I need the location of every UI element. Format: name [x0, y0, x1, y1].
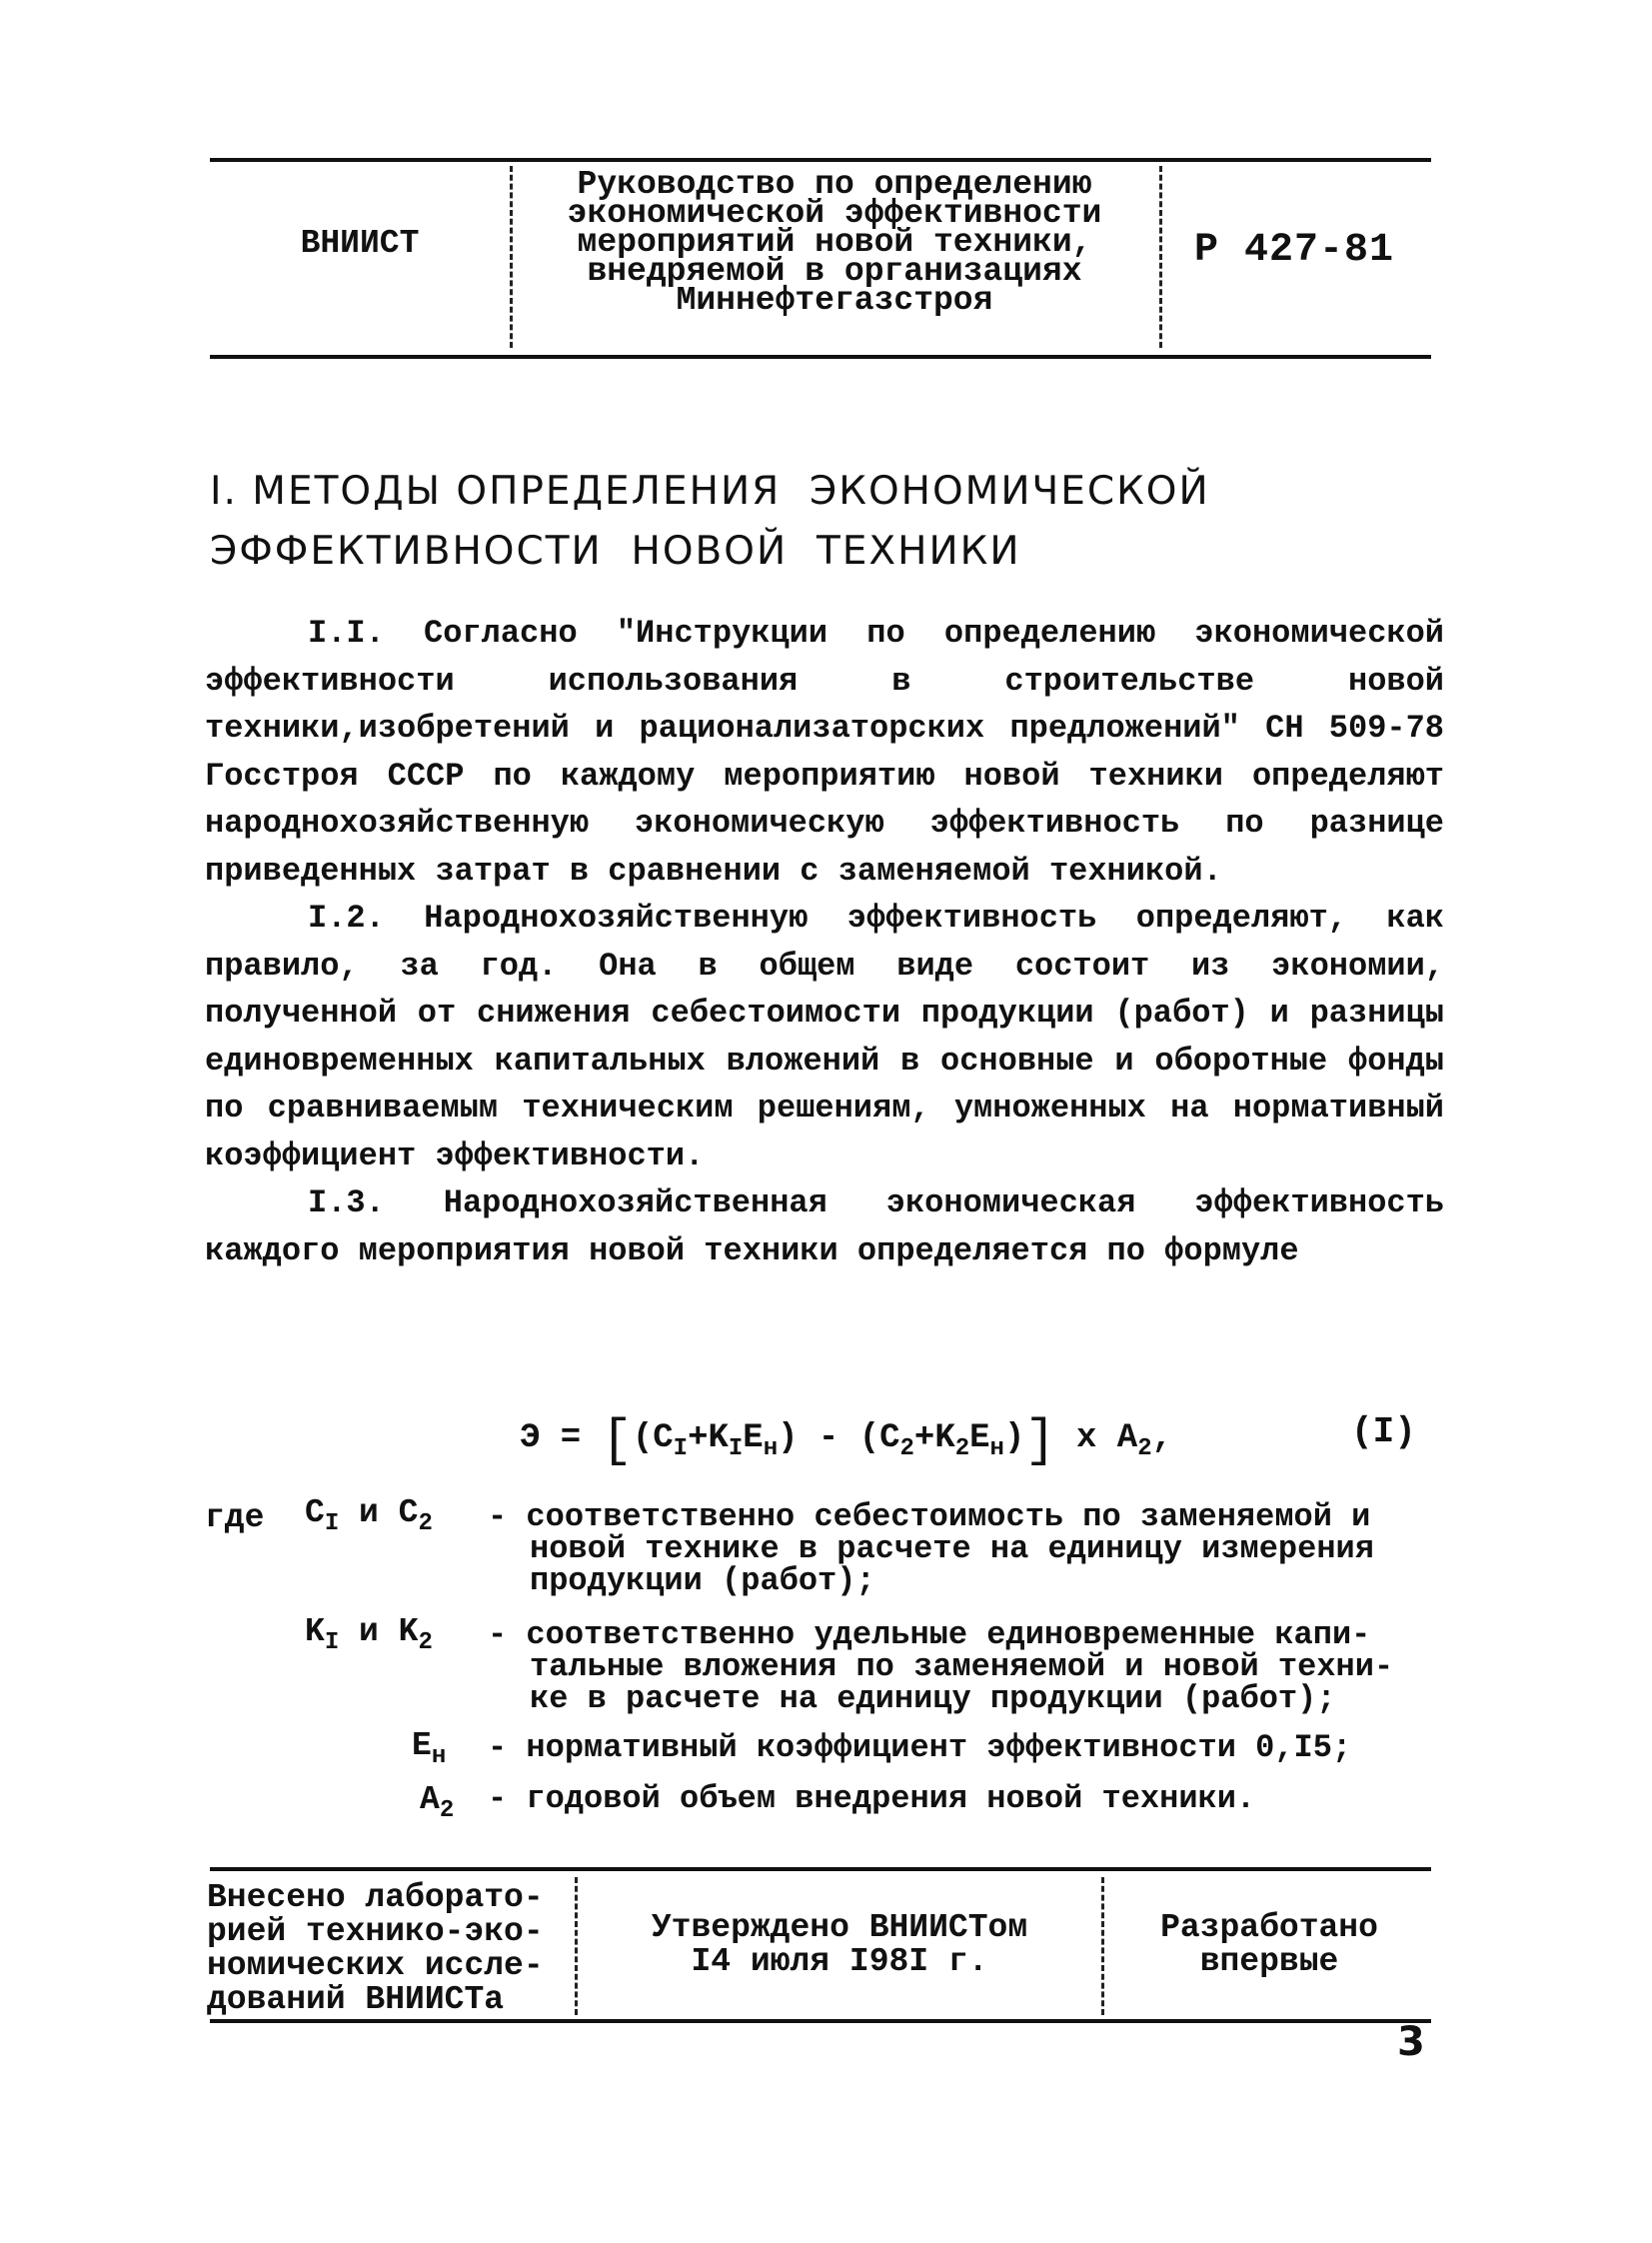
footer-top-rule [210, 1867, 1431, 1871]
footer-divider-1 [575, 1877, 578, 2015]
legend-symbol-a2: $A_2$ [420, 1781, 455, 1824]
legend-line: - нормативный коэффициент эффективности 0,I5; [488, 1729, 1352, 1766]
header-divider-2 [1159, 166, 1162, 348]
formula: $Э = [(C_I+K_IE_н) - (C_2+K_2E_н)]$ x $A_2$, [520, 1411, 1173, 1470]
legend-item-k [488, 1616, 1437, 1717]
footer-submitted-by [207, 1881, 567, 2017]
header-divider-1 [510, 166, 513, 348]
paragraph-1-3: I.3. Народнохозяйственная экономическая эффективность каждого мероприятия новой техники определяется по формуле [205, 1184, 1444, 1269]
legend-line: - соответственно себестоимость по заменяемой и [488, 1498, 1371, 1535]
body-text [205, 610, 1444, 1274]
section-heading-line-1: I. МЕТОДЫ ОПРЕДЕЛЕНИЯ ЭКОНОМИЧЕСКОЙ [210, 469, 1210, 514]
header-document-title [540, 166, 1129, 319]
footer-divider-2 [1101, 1877, 1104, 2015]
footer-line: Разработано [1160, 1909, 1378, 1946]
legend-line: продукции (работ); [530, 1562, 875, 1599]
footer-line: впервые [1199, 1943, 1339, 1980]
footer-line: I4 июля I98I г. [691, 1943, 988, 1980]
header-title-line: мероприятий новой техники, [577, 224, 1092, 261]
paragraph-1-2: I.2. Народнохозяйственную эффективность определяют, как правило, за год. Она в общем виде состоит из экономии, полученной от снижения себестоимости продукции (работ) и разницы единовременных капитальных вложений в основные и оборотные фонды по сравниваемым техническим решениям, умноженных на нормативный коэффициент эффективности. [205, 900, 1444, 1174]
legend-line: новой технике в расчете на единицу измерения [530, 1530, 1374, 1567]
formula-number: (I) [1351, 1411, 1416, 1452]
legend-item-c [488, 1498, 1437, 1599]
legend-symbol-k: $K_I$ и $K_2$ [305, 1613, 433, 1656]
legend-where: где [205, 1499, 265, 1536]
header-title-line: экономической эффективности [567, 195, 1102, 232]
legend-line: - соответственно удельные единовременные капи- [488, 1616, 1371, 1653]
header-title-line: Руководство по определению [577, 166, 1092, 203]
section-heading [210, 462, 1210, 582]
legend-item-a2 [488, 1780, 1437, 1817]
header-organization: ВНИИСТ [300, 225, 420, 262]
footer-line: дований ВНИИСТа [207, 1981, 505, 2018]
header-bottom-rule [210, 355, 1431, 359]
header-top-rule [210, 158, 1431, 162]
footer-line: Внесено лаборато- [207, 1879, 544, 1916]
page-number: 3 [1397, 2019, 1425, 2065]
footer-line: рией технико-эко- [207, 1913, 544, 1950]
legend-line: ке в расчете на единицу продукции (работ); [530, 1680, 1336, 1717]
legend-item-en [488, 1729, 1437, 1766]
footer-line: номических иссле- [207, 1947, 544, 1984]
footer-developed [1109, 1911, 1429, 1979]
legend-line: тальные вложения по заменяемой и новой техни- [530, 1648, 1394, 1685]
legend-symbol-en: $E_н$ [412, 1727, 447, 1770]
legend-line: - годовой объем внедрения новой техники. [488, 1780, 1256, 1817]
legend-symbol-c: $C_I$ и $C_2$ [305, 1494, 433, 1537]
footer-approved [585, 1911, 1094, 1979]
header-title-line: внедряемой в организациях [587, 253, 1082, 290]
paragraph-1-1: I.I. Согласно "Инструкции по определению экономической эффективности использования в строительстве новой техники,изобретений и рационализаторских предложений" СН 509-78 Госстроя СССР по каждому мероприятию новой техники определяют народнохозяйственную экономическую эффективность по разнице приведенных затрат в сравнении с заменяемой техникой. [205, 615, 1444, 890]
footer-line: Утверждено ВНИИСТом [651, 1909, 1028, 1946]
footer-bottom-rule [210, 2019, 1431, 2023]
header-document-code: Р 427-81 [1193, 228, 1395, 273]
formula-lhs: Э = [520, 1419, 582, 1457]
section-heading-line-2: ЭФФЕКТИВНОСТИ НОВОЙ ТЕХНИКИ [210, 529, 1021, 574]
header-title-line: Миннефтегазстроя [676, 282, 993, 319]
